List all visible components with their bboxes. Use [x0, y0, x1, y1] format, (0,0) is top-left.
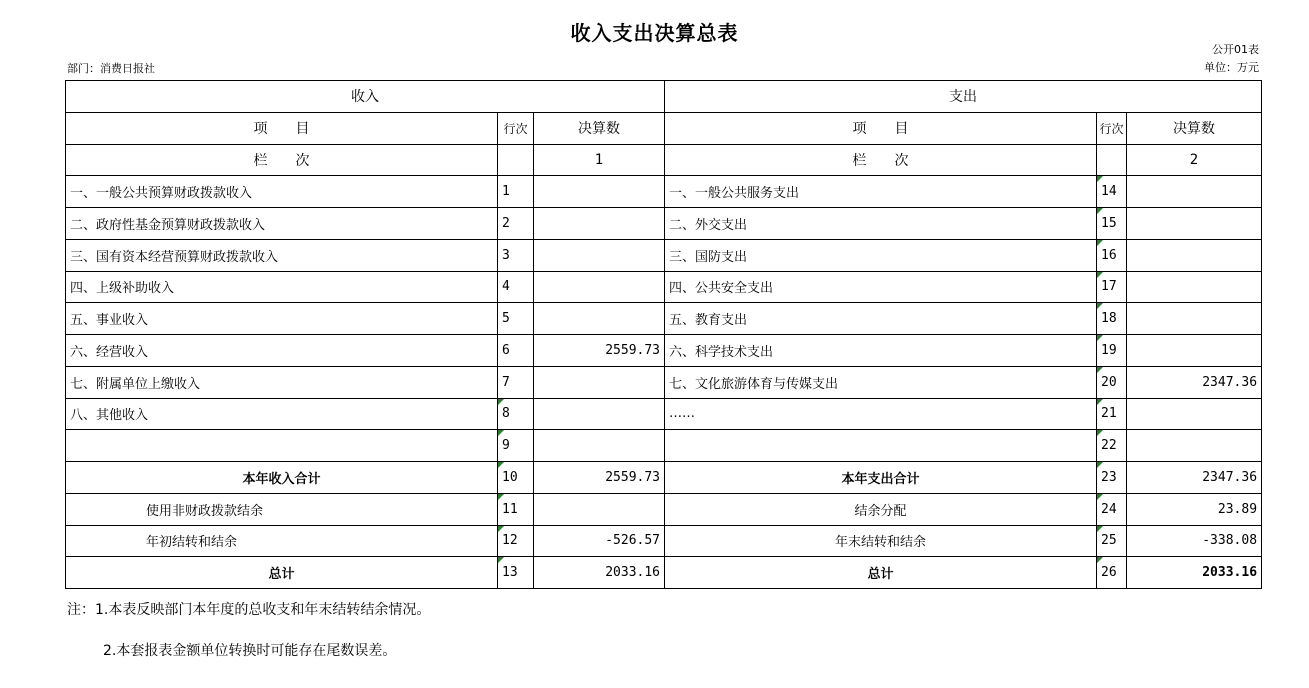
table-row [66, 493, 1262, 525]
income-row-number: 10 [498, 462, 534, 494]
income-header: 收入 [66, 81, 665, 113]
expense-item-header: 项 目 [665, 112, 1097, 144]
income-row-number: 5 [498, 303, 534, 335]
table-body [66, 176, 1262, 589]
income-row-number: 7 [498, 366, 534, 398]
note-2: 2.本套报表金额单位转换时可能存在尾数误差。 [103, 643, 397, 659]
income-row-number: 6 [498, 335, 534, 367]
income-amount [534, 303, 665, 335]
table-row [66, 239, 1262, 271]
expense-item-label: 一、一般公共服务支出 [665, 176, 1097, 208]
income-item-label: 六、经营收入 [66, 335, 498, 367]
income-item-label: 八、其他收入 [66, 398, 498, 430]
expense-item-label: …… [665, 398, 1097, 430]
table-row [66, 303, 1262, 335]
header-row-sections [66, 81, 1262, 113]
table-row [66, 525, 1262, 557]
table-row [66, 176, 1262, 208]
income-column-index: 1 [534, 144, 665, 176]
page-title: 收入支出决算总表 [570, 21, 739, 45]
table-row [66, 366, 1262, 398]
income-row-number: 9 [498, 430, 534, 462]
expense-item-label: 总计 [665, 557, 1097, 589]
expense-item-label: 本年支出合计 [665, 462, 1097, 494]
summary-table [65, 80, 1262, 589]
income-item-header: 项 目 [66, 112, 498, 144]
income-column-rowno-empty [498, 144, 534, 176]
income-amount: 2559.73 [534, 335, 665, 367]
expense-amount: 23.89 [1127, 493, 1262, 525]
expense-column-index: 2 [1127, 144, 1262, 176]
expense-row-number: 20 [1097, 366, 1127, 398]
expense-amount [1127, 271, 1262, 303]
expense-amount [1127, 398, 1262, 430]
income-amount [534, 398, 665, 430]
expense-item-label: 六、科学技术支出 [665, 335, 1097, 367]
table-row [66, 462, 1262, 494]
income-amount: 2559.73 [534, 462, 665, 494]
expense-column-label: 栏 次 [665, 144, 1097, 176]
income-amount: -526.57 [534, 525, 665, 557]
income-row-number: 1 [498, 176, 534, 208]
table-row [66, 271, 1262, 303]
income-item-label [66, 430, 498, 462]
income-amount [534, 493, 665, 525]
expense-amount: 2347.36 [1127, 462, 1262, 494]
expense-row-number: 18 [1097, 303, 1127, 335]
income-item-label: 五、事业收入 [66, 303, 498, 335]
income-amount [534, 271, 665, 303]
department-label: 部门：消费日报社 [67, 62, 155, 75]
income-item-label: 总计 [66, 557, 498, 589]
expense-row-number: 22 [1097, 430, 1127, 462]
income-item-label: 年初结转和结余 [66, 525, 498, 557]
income-item-label: 四、上级补助收入 [66, 271, 498, 303]
income-item-label: 七、附属单位上缴收入 [66, 366, 498, 398]
expense-row-number: 24 [1097, 493, 1127, 525]
header-row-column-index [66, 144, 1262, 176]
income-item-label: 一、一般公共预算财政拨款收入 [66, 176, 498, 208]
income-row-number: 11 [498, 493, 534, 525]
expense-row-number: 15 [1097, 208, 1127, 240]
expense-item-label: 二、外交支出 [665, 208, 1097, 240]
expense-amount: 2347.36 [1127, 366, 1262, 398]
income-amount-header: 决算数 [534, 112, 665, 144]
table-row [66, 398, 1262, 430]
table-row [66, 557, 1262, 589]
income-item-label: 本年收入合计 [66, 462, 498, 494]
expense-item-label: 五、教育支出 [665, 303, 1097, 335]
income-row-number: 12 [498, 525, 534, 557]
expense-rowno-header: 行次 [1097, 112, 1127, 144]
income-amount [534, 430, 665, 462]
income-rowno-header: 行次 [498, 112, 534, 144]
income-row-number: 3 [498, 239, 534, 271]
expense-item-label: 七、文化旅游体育与传媒支出 [665, 366, 1097, 398]
expense-row-number: 17 [1097, 271, 1127, 303]
form-code: 公开01表 [1212, 43, 1259, 56]
expense-amount [1127, 176, 1262, 208]
income-amount [534, 176, 665, 208]
expense-row-number: 21 [1097, 398, 1127, 430]
expense-amount [1127, 239, 1262, 271]
expense-amount: -338.08 [1127, 525, 1262, 557]
expense-row-number: 26 [1097, 557, 1127, 589]
income-amount: 2033.16 [534, 557, 665, 589]
expense-item-label [665, 430, 1097, 462]
income-amount [534, 366, 665, 398]
income-column-label: 栏 次 [66, 144, 498, 176]
expense-item-label: 年末结转和结余 [665, 525, 1097, 557]
table-row [66, 335, 1262, 367]
income-row-number: 4 [498, 271, 534, 303]
income-item-label: 使用非财政拨款结余 [66, 493, 498, 525]
income-amount [534, 208, 665, 240]
table-row [66, 208, 1262, 240]
income-row-number: 8 [498, 398, 534, 430]
header-row-columns [66, 112, 1262, 144]
expense-amount-header: 决算数 [1127, 112, 1262, 144]
expense-row-number: 16 [1097, 239, 1127, 271]
expense-item-label: 结余分配 [665, 493, 1097, 525]
expense-amount [1127, 335, 1262, 367]
income-item-label: 三、国有资本经营预算财政拨款收入 [66, 239, 498, 271]
expense-amount [1127, 208, 1262, 240]
expense-row-number: 23 [1097, 462, 1127, 494]
expense-row-number: 14 [1097, 176, 1127, 208]
expense-header: 支出 [665, 81, 1262, 113]
income-row-number: 13 [498, 557, 534, 589]
expense-amount [1127, 303, 1262, 335]
table-row [66, 430, 1262, 462]
note-1: 注：1.本表反映部门本年度的总收支和年末结转结余情况。 [67, 602, 431, 618]
unit-label: 单位：万元 [1204, 61, 1259, 74]
expense-row-number: 19 [1097, 335, 1127, 367]
expense-amount [1127, 430, 1262, 462]
income-item-label: 二、政府性基金预算财政拨款收入 [66, 208, 498, 240]
expense-item-label: 四、公共安全支出 [665, 271, 1097, 303]
expense-column-rowno-empty [1097, 144, 1127, 176]
expense-amount: 2033.16 [1127, 557, 1262, 589]
income-row-number: 2 [498, 208, 534, 240]
income-amount [534, 239, 665, 271]
expense-item-label: 三、国防支出 [665, 239, 1097, 271]
expense-row-number: 25 [1097, 525, 1127, 557]
